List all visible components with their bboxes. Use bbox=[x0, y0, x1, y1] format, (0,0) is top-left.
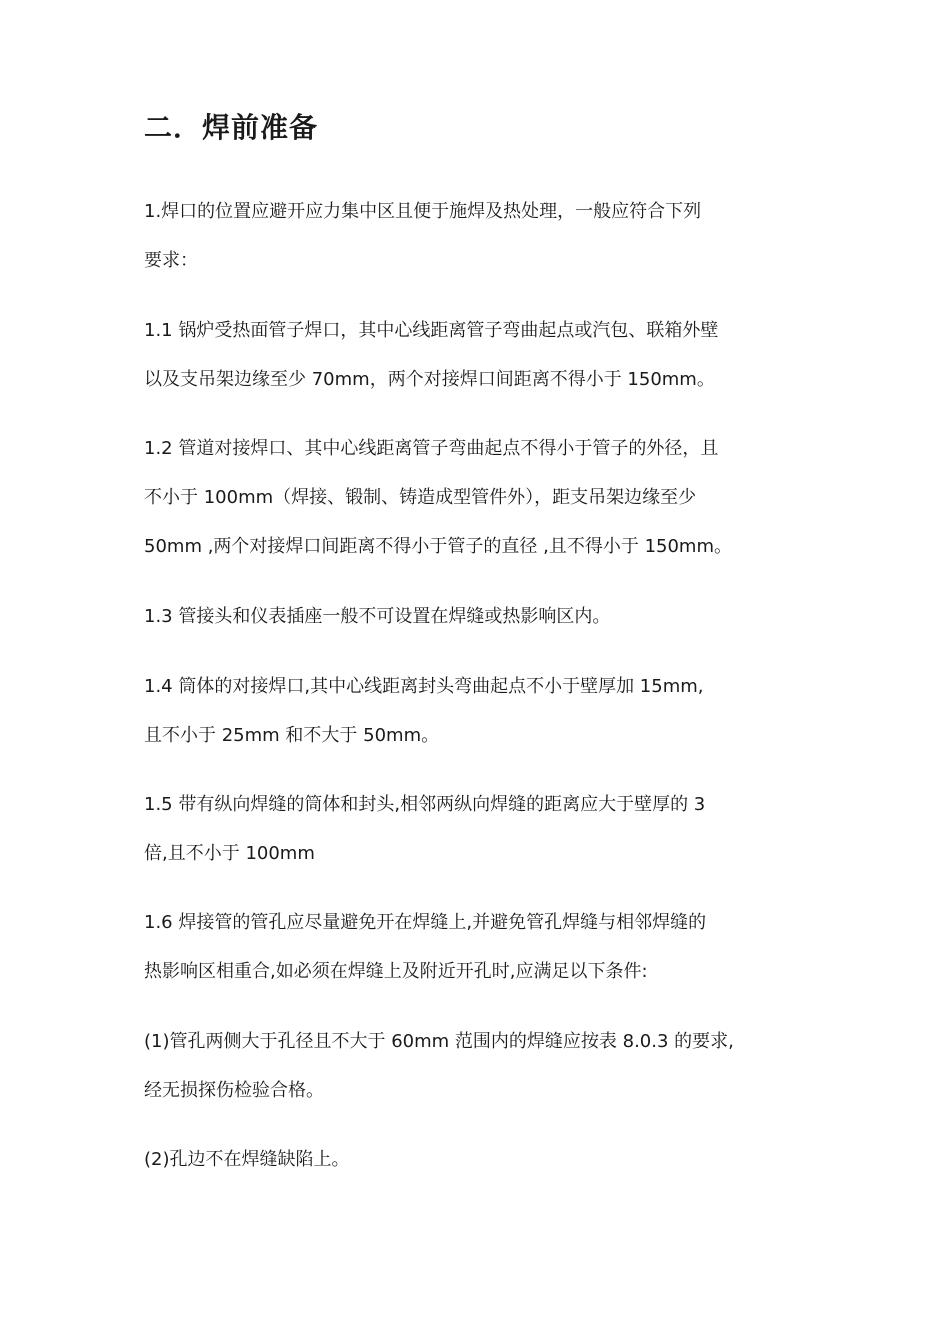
section-heading: 二．焊前准备 bbox=[144, 111, 319, 144]
paragraph-1-1 bbox=[144, 306, 810, 404]
paragraph-1-4 bbox=[144, 662, 810, 760]
paragraph-line: 50mm ,两个对接焊口间距离不得小于管子的直径 ,且不得小于 150mm。 bbox=[144, 536, 733, 557]
paragraph-1-5 bbox=[144, 780, 810, 878]
paragraph-line: 1.4 筒体的对接焊口,其中心线距离封头弯曲起点不小于壁厚加 15mm, bbox=[144, 676, 704, 697]
paragraph-line: 1.焊口的位置应避开应力集中区且便于施焊及热处理，一般应符合下列 bbox=[144, 201, 702, 222]
paragraph-line: 热影响区相重合,如必须在焊缝上及附近开孔时,应满足以下条件: bbox=[144, 961, 648, 982]
paragraph-line: 1.6 焊接管的管孔应尽量避免开在焊缝上,并避免管孔焊缝与相邻焊缝的 bbox=[144, 912, 707, 933]
paragraph-1-6 bbox=[144, 898, 810, 996]
condition-2 bbox=[144, 1135, 810, 1184]
paragraph-line: 以及支吊架边缘至少 70mm，两个对接焊口间距离不得小于 150mm。 bbox=[144, 369, 715, 390]
paragraph-line: 不小于 100mm（焊接、锻制、铸造成型管件外），距支吊架边缘至少 bbox=[144, 487, 697, 508]
paragraph-line: 1.3 管接头和仪表插座一般不可设置在焊缝或热影响区内。 bbox=[144, 606, 611, 627]
paragraph-line: 1.5 带有纵向焊缝的筒体和封头,相邻两纵向焊缝的距离应大于壁厚的 3 bbox=[144, 794, 706, 815]
paragraph-1-2 bbox=[144, 424, 810, 571]
paragraph-line: 且不小于 25mm 和不大于 50mm。 bbox=[144, 725, 440, 746]
paragraph-line: 经无损探伤检验合格。 bbox=[144, 1080, 324, 1101]
paragraph-line: 要求： bbox=[144, 250, 198, 271]
paragraph-line: (1)管孔两侧大于孔径且不大于 60mm 范围内的焊缝应按表 8.0.3 的要求, bbox=[144, 1031, 734, 1052]
paragraph-line: (2)孔边不在焊缝缺陷上。 bbox=[144, 1149, 350, 1170]
paragraph-1-3 bbox=[144, 592, 810, 641]
paragraph-1 bbox=[144, 187, 810, 285]
condition-1 bbox=[144, 1017, 810, 1115]
paragraph-line: 倍,且不小于 100mm bbox=[144, 843, 315, 864]
paragraph-line: 1.1 锅炉受热面管子焊口，其中心线距离管子弯曲起点或汽包、联箱外壁 bbox=[144, 320, 719, 341]
paragraph-line: 1.2 管道对接焊口、其中心线距离管子弯曲起点不得小于管子的外径，且 bbox=[144, 438, 719, 459]
